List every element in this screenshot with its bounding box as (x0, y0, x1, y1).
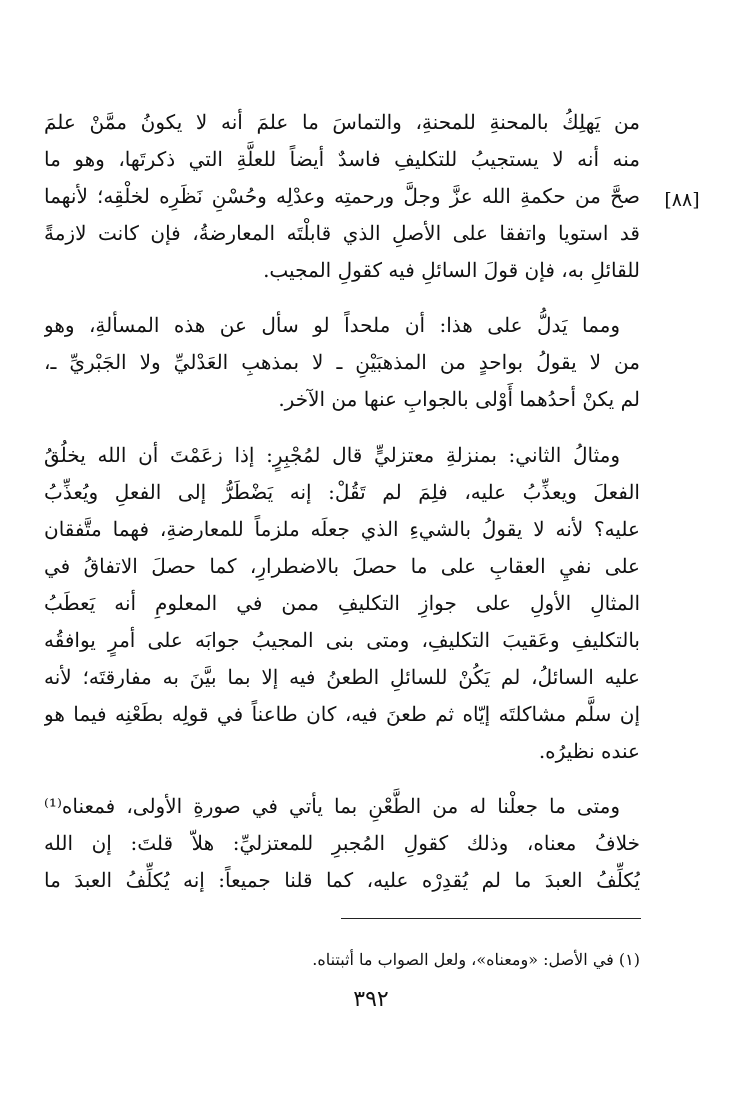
text-line: الفعلَ ويعذِّبُ عليه، فلِمَ لم تَقُلْ: إنه يَضْطَرُّ إلى الفعلِ ويُعذِّبُ (44, 480, 640, 504)
page-number: ٣٩٢ (353, 987, 389, 1012)
text-line: ومثالُ الثاني: بمنزلةِ معتزليٍّ قال لمُجْبِرٍ: إذا زعَمْتَ أن الله يخلُقُ (44, 443, 620, 467)
text-line: على نفيِ العقابِ على ما حصلَ بالاضطرارِ، كما حصلَ الاتفاقُ في (44, 554, 640, 578)
text-line: ومما يَدلُّ على هذا: أن ملحداً لو سأل عن هذه المسألةِ، وهو (44, 313, 620, 337)
footnote-divider (341, 918, 641, 919)
text-line: عنده نظيرُه. (538, 739, 640, 763)
margin-number: [٨٨] (664, 189, 700, 211)
text-line: لم يكنْ أحدُهما أَوْلى بالجوابِ عنها من الآخر. (278, 387, 640, 411)
text-line: ومتى ما جعلْنا له من الطَّعْنِ بما يأتي في صورةِ الأولى، فمعناه⁽¹⁾ (44, 794, 620, 818)
footnote: (١) في الأصل: «ومعناه»، ولعل الصواب ما أثبتناه. (312, 950, 640, 969)
text-line: عليه؟ لأنه لا يقولُ بالشيءِ الذي جعلَه ملزماً للمعارضةِ، فهما متَّفقان (44, 517, 640, 541)
text-line: المثالِ الأولِ على جوازِ التكليفِ ممن في المعلومِ أنه يَعطَبُ (44, 591, 640, 615)
text-line: إن سلَّم مشاكلتَه إيّاه ثم طعنَ فيه، كان طاعناً في قولِه بطَعْنِه فيما هو (44, 702, 640, 726)
text-line: خلافُ معناه، وذلك كقولِ المُجبرِ للمعتزليِّ: هلاّ قلتَ: إن الله (44, 831, 640, 855)
text-line: من يَهلِكُ بالمحنةِ للمحنةِ، والتماسَ ما علمَ أنه لا يكونُ ممَّنْ علمَ (44, 110, 640, 134)
text-line: للقائلِ به، فإن قولَ السائلِ فيه كقولِ المجيب. (263, 258, 640, 282)
paragraph-4 (44, 788, 640, 899)
paragraph-2 (44, 307, 640, 418)
text-line: عليه السائلُ، لم يَكُنْ للسائلِ الطعنُ فيه إلا بما بيَّنَ به مفارقتَه؛ لأنه (44, 665, 640, 689)
text-line: منه أنه لا يستجيبُ للتكليفِ فاسدٌ أيضاً للعلَّةِ التي ذكرتَها، وهو ما (44, 147, 640, 171)
paragraph-3 (44, 437, 640, 770)
paragraph-1 (44, 104, 640, 289)
text-line: صحَّ من حكمةِ الله عزَّ وجلَّ ورحمتِه وعدْلِه وحُسْنِ نَظَرِه لخلْقِه؛ لأنهما (44, 184, 640, 208)
text-line: من لا يقولُ بواحدٍ من المذهبَيْنِ ـ لا بمذهبِ العَدْليِّ ولا الجَبْريِّ ـ، (44, 350, 640, 374)
text-line: يُكلِّفُ العبدَ ما لم يُقدِرْه عليه، كما قلنا جميعاً: إنه يُكلِّفُ العبدَ ما (44, 868, 640, 892)
text-line: بالتكليفِ وعَقيبَ التكليفِ، ومتى بنى المجيبُ جوابَه على أمرٍ يوافقُه (44, 628, 640, 652)
text-line: قد استويا واتفقا على الأصلِ الذي قابلْتَه المعارضةُ، فإن كانت لازمةً (44, 221, 640, 245)
